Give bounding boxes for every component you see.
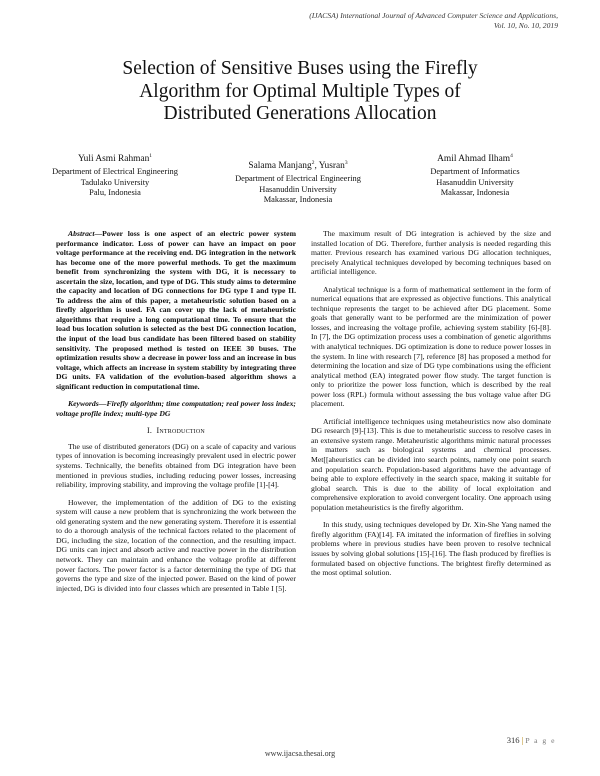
paragraph: In this study, using techniques developed by Dr. Xin-She Yang named the firefly algorithm (FA)[14]. FA imitated the information of fireflies in solving problems where in previous studies have been proven to resolve technical issues by solving global solutions [15]-[16]. The flash produced by fireflies is formulated based on objective functions. The brightest firefly determined as the most optimal solution. (311, 520, 551, 578)
author-city: Makassar, Indonesia (440, 188, 510, 198)
author-block-1 (20, 153, 210, 199)
author-univ: Hasanuddin University (436, 177, 514, 187)
author-name: Salama Manjang$^2$, Yusran$^3$ (248, 159, 348, 171)
title-line: Selection of Sensitive Buses using the Firefly (122, 58, 478, 79)
paragraph: Analytical technique is a form of mathematical settlement in the form of numerical equations that are expressed as objective functions. This analytical technique represents the target to be achieved after DG placement. Some goals that generally want to be performed are the minimization of power losses, and increasing the voltage profile, achieving system stability [6]-[8]. In [7], the DG optimization process uses a combination of genetic algorithms with analytical techniques. DG optimization is done to reduce power losses in the system. In line with research [7], reference [8] has proposed a method for determining the location and size of DG type combinations using the efficient analytical method (EA) integrated power flow study. The target function is only to prioritize the power loss function, which is described by the real power loss (RPL) formula without assessing the bus voltage value after DG placement. (311, 284, 551, 409)
right-column (311, 229, 551, 586)
author-name: Amil Ahmad Ilham$^4$ (437, 152, 513, 164)
author-city: Palu, Indonesia (89, 188, 141, 198)
author-block-3 (380, 153, 570, 199)
journal-header (309, 11, 558, 31)
author-dept: Department of Electrical Engineering (235, 174, 361, 183)
footer-url[interactable]: www.ijacsa.thesai.org (264, 749, 336, 758)
title-line: Algorithm for Optimal Multiple Types of (139, 80, 461, 102)
abstract: Abstract—Power loss is one aspect of an electric power system performance indicator. Loss of power can have an impact on poor voltage performance at the receiving end. DG integration in the network has become one of the more powerful methods. To get the maximum benefit from synchronizing the system with DG, it is necessary to ascertain the size, location, and type of DG. This study aims to determine the capacity and location of DG connections for DG type I and type II. To address the aim of this paper, a metaheuristic solution based on a firefly algorithm is used. FA can cover up the lack of metaheuristic algorithms that require a long computational time. To ensure that the load bus location solution is selected as the best DG connection location, the input of the load bus candidate has been filtered based on stability sensitivity. The proposed method is tested on IEEE 30 buses. The optimization results show a decrease in power loss and an increase in bus voltage, which affects an increase in system stability by integrating three DG units. FA validation of the evolution-based algorithm shows a significant reduction in computational time. (56, 229, 296, 391)
paragraph: However, the implementation of the addition of DG to the existing system will cause a new problem that is synchronizing the work between the old generating system and the new generating system. Therefore it is essential to do a thorough analysis of the technical factors related to the placement of DG, including the size, location of the connection, and the resulting impact. DG units can inject and absorb active and reactive power in the distribution network. They can maintain and enhance the voltage profile at different power factors. The power factor is a factor determining the type of DG that governs the type and size of the injected power. Based on the kind of power injected, DG is divided into four classes which are presented in Table I [5]. (56, 497, 296, 593)
author-block-2 (203, 160, 393, 206)
page-number: 316 | P a g e (506, 735, 556, 745)
author-univ: Tadulako University (80, 177, 150, 187)
paragraph: The maximum result of DG integration is achieved by the size and installed location of DG. Therefore, further analysis is needed regarding this matter. Previous research has examined various DG allocation techniques, precisely Analytical techniques developed by becoming techniques based on artificial intelligence. (311, 229, 551, 277)
keywords: Keywords—Firefly algorithm; time computation; real power loss index; voltage profile index; multi-type DG (56, 399, 296, 418)
author-univ: Hasanuddin University (259, 184, 337, 194)
journal-volume: Vol. 10, No. 10, 2019 (493, 21, 558, 30)
left-column (56, 229, 296, 601)
paragraph: The use of distributed generators (DG) on a scale of capacity and various types of innovation is becoming increasingly prevalent used in electric power systems. Technically, the benefits obtained from DG integration have been mentioned in previous studies, including reducing power losses, increasing reliability, improving stability, and improving the voltage profile [1]-[4]. (56, 441, 296, 490)
title-line: Distributed Generations Allocation (163, 103, 437, 124)
section-heading: I. Introduction (147, 426, 205, 436)
journal-name: (IJACSA) International Journal of Advanced Computer Science and Applications, (309, 11, 558, 20)
paper-title (50, 58, 550, 126)
paragraph: Artificial intelligence techniques using metaheuristics now also dominate DG research [9]-[13]. This is due to metaheuristic success to resolve cases in an extensive system range. Metaheuristic algorithms mimic natural processes in matters such as biological systems and chemical processes. Met[[aheuristics can be divided into search points, namely one point search and population search. Population-based algorithms have the advantage of being able to explore effectively in the search space, making it suitable for global search. This is due to the ability of local exploitation and comprehensive exploration to avoid convergent locality. One approach using population metaheuristics is the firefly algorithm. (311, 416, 551, 512)
author-dept: Department of Informatics (430, 167, 520, 176)
author-city: Makassar, Indonesia (263, 195, 333, 205)
author-dept: Department of Electrical Engineering (52, 167, 178, 176)
author-name: Yuli Asmi Rahman$^1$ (77, 152, 153, 164)
